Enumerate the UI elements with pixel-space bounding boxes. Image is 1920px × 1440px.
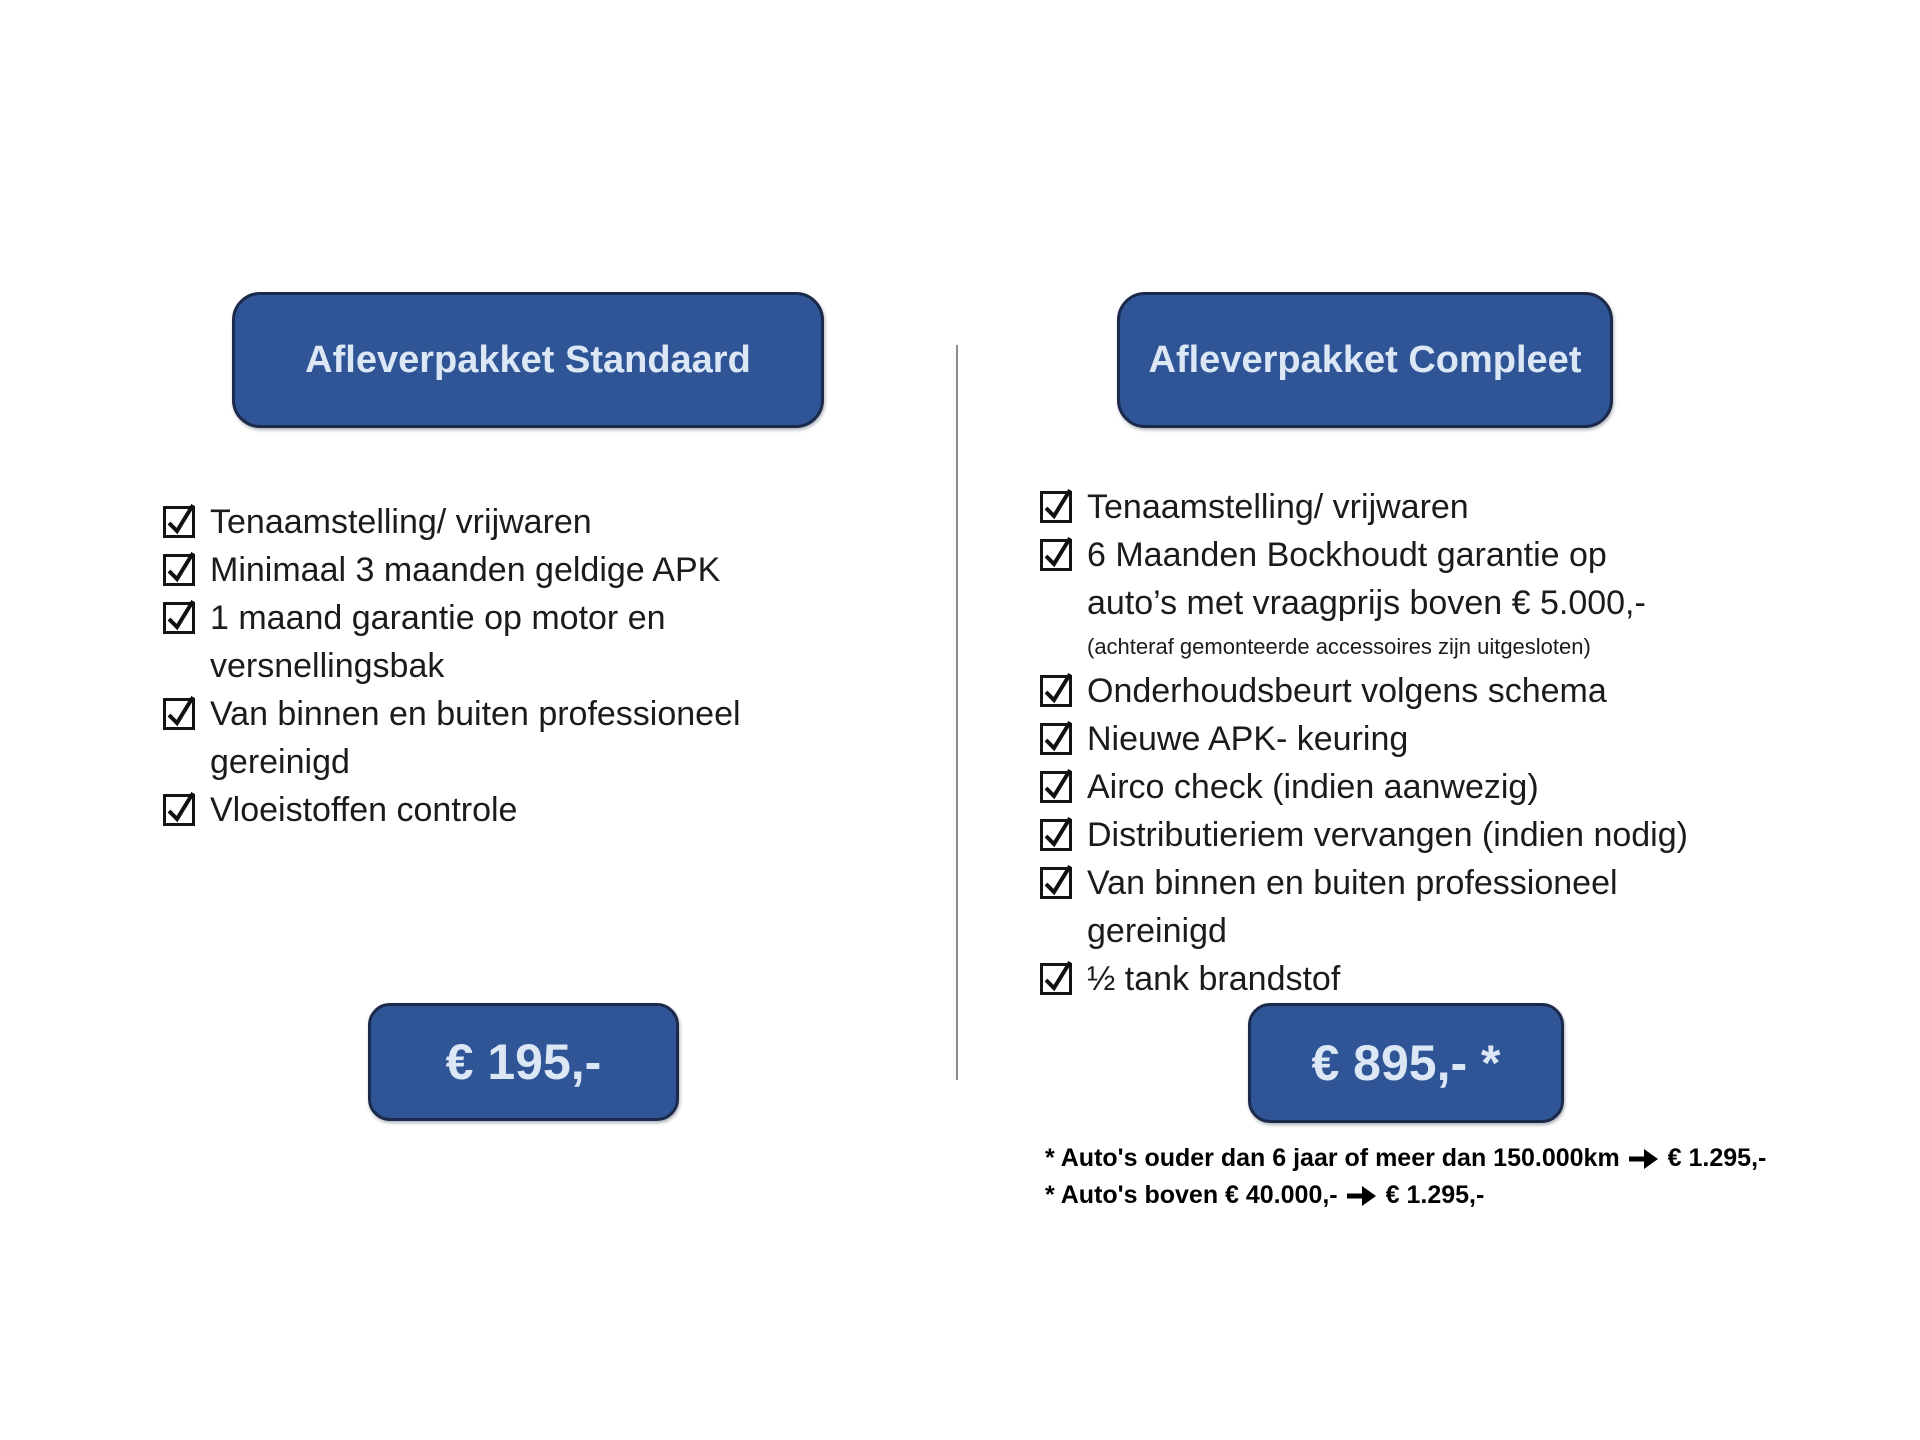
checklist-item [1040,531,1800,579]
checklist-item-label: Onderhoudsbeurt volgens schema [1087,672,1607,710]
checklist-item [163,690,823,738]
checklist-item [163,594,823,642]
checklist-item-label: Minimaal 3 maanden geldige APK [210,551,721,589]
checklist-item-label: ½ tank brandstof [1087,960,1341,998]
checklist-item-continuation [163,642,823,690]
checked-checkbox-icon [1040,963,1072,995]
checklist-item [163,498,823,546]
price-footnotes [1045,1140,1766,1214]
checked-checkbox-icon [163,602,195,634]
checklist-item-continuation [1040,579,1800,627]
standard-price-badge [368,1003,679,1121]
checklist-item [1040,811,1800,859]
checked-checkbox-icon [163,794,195,826]
checklist-item-label: 6 Maanden Bockhoudt garantie op [1087,536,1607,574]
checked-checkbox-icon [1040,675,1072,707]
compleet-package-header [1117,292,1613,428]
checklist-item-label: Nieuwe APK- keuring [1087,720,1409,758]
checklist-item [1040,763,1800,811]
arrow-right-icon [1628,1148,1658,1170]
footnote [1045,1177,1766,1214]
footnote-text: * Auto's boven € 40.000,- [1045,1181,1338,1209]
checklist-item [1040,955,1800,1003]
checklist-item-label: Van binnen en buiten professioneel [210,695,741,733]
arrow-right-icon [1346,1185,1376,1207]
footnote [1045,1140,1766,1177]
footnote-result: € 1.295,- [1667,1144,1767,1172]
vertical-divider [956,345,958,1080]
checklist-item-continuation [1040,907,1800,955]
standard-checklist [163,498,823,834]
checklist-item-label: Vloeistoffen controle [210,791,518,829]
checklist-item-label: auto’s met vraagprijs boven € 5.000,- [1087,584,1646,622]
checked-checkbox-icon [1040,539,1072,571]
checked-checkbox-icon [163,698,195,730]
checklist-item-label: Distributieriem vervangen (indien nodig) [1087,816,1688,854]
footnote-result: € 1.295,- [1385,1181,1485,1209]
checklist-item-label: Tenaamstelling/ vrijwaren [210,503,592,541]
checklist-item-label: versnellingsbak [210,647,445,685]
standard-package-title: Afleverpakket Standaard [305,338,751,381]
checklist-item-label: Airco check (indien aanwezig) [1087,768,1539,806]
compleet-price-label: € 895,- * [1311,1035,1501,1091]
checklist-item-note [1040,627,1800,667]
checklist-item-continuation [163,738,823,786]
checked-checkbox-icon [163,506,195,538]
compleet-package-title: Afleverpakket Compleet [1148,338,1582,381]
checklist-item [163,786,823,834]
checklist-item [1040,859,1800,907]
checked-checkbox-icon [1040,819,1072,851]
checklist-item-label: Tenaamstelling/ vrijwaren [1087,488,1469,526]
checked-checkbox-icon [163,554,195,586]
footnote-text: * Auto's ouder dan 6 jaar of meer dan 150.000km [1045,1144,1620,1172]
checklist-item [163,546,823,594]
checklist-item-label: gereinigd [210,743,350,781]
standard-price-label: € 195,- [445,1034,602,1090]
checklist-item-label: 1 maand garantie op motor en [210,599,666,637]
checklist-item [1040,667,1800,715]
checked-checkbox-icon [1040,771,1072,803]
compleet-price-badge [1248,1003,1564,1123]
checklist-note-label: (achteraf gemonteerde accessoires zijn uitgesloten) [1087,634,1591,659]
checklist-item-label: gereinigd [1087,912,1227,950]
checked-checkbox-icon [1040,491,1072,523]
checklist-item [1040,715,1800,763]
checked-checkbox-icon [1040,723,1072,755]
standard-package-header [232,292,824,428]
compleet-checklist [1040,483,1800,1003]
checklist-item [1040,483,1800,531]
checklist-item-label: Van binnen en buiten professioneel [1087,864,1618,902]
checked-checkbox-icon [1040,867,1072,899]
